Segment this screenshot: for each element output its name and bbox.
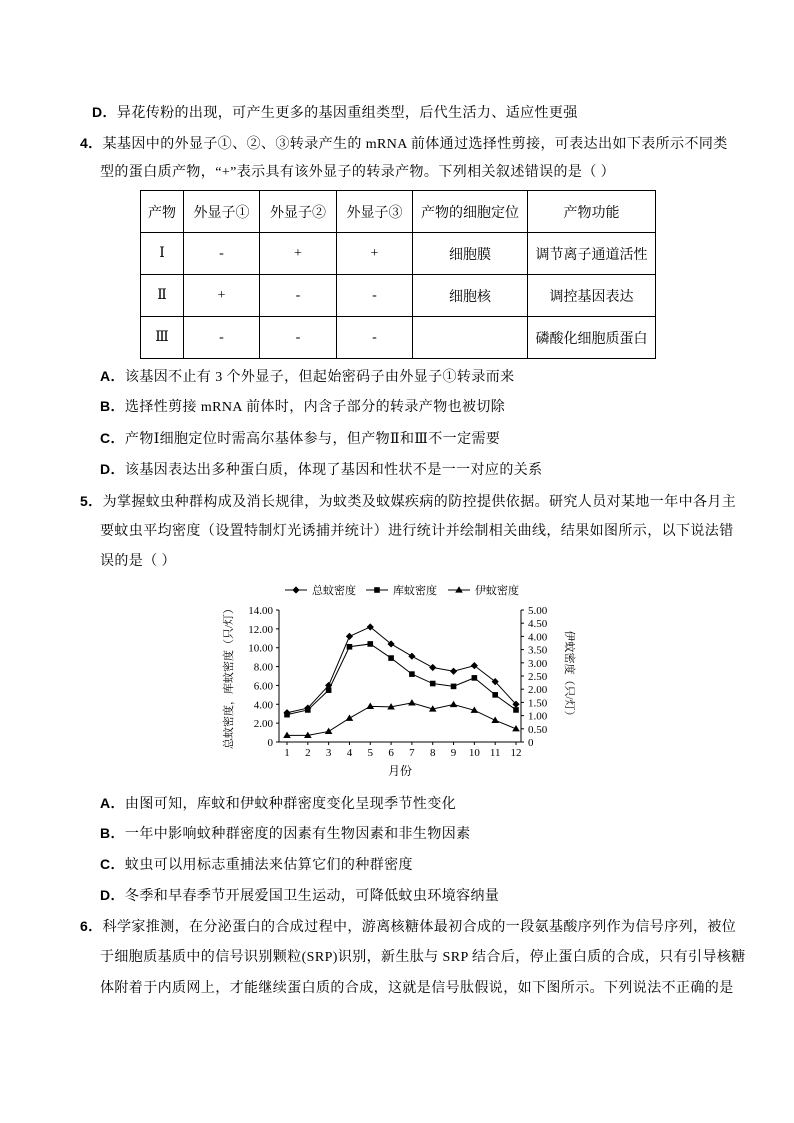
data-point-square <box>451 684 457 690</box>
left-y-tick-label: 6.00 <box>253 680 273 693</box>
option-text: 由图可知，库蚊和伊蚊种群密度变化呈现季节性变化 <box>124 797 457 812</box>
table-row <box>141 233 656 275</box>
table-header-cell: 外显子① <box>184 191 260 233</box>
left-y-tick-label: 0 <box>267 737 273 749</box>
option-text: 选择性剪接 mRNA 前体时，内含子部分的转录产物也被切除 <box>124 400 506 415</box>
table-cell <box>413 317 528 359</box>
table-header-cell: 产物功能 <box>528 191 656 233</box>
left-y-tick-label: 14.00 <box>248 605 273 617</box>
q6-stem-line <box>80 916 736 936</box>
option-label: B． <box>100 825 125 841</box>
table-cell: Ⅱ <box>141 275 184 317</box>
chart-canvas <box>200 578 600 783</box>
legend-marker-diamond <box>292 586 299 593</box>
data-point-square <box>326 687 332 693</box>
table-header-cell: 产物 <box>141 191 184 233</box>
right-y-tick-label: 2.00 <box>528 684 548 697</box>
x-tick-label: 11 <box>489 747 501 759</box>
data-point-triangle <box>325 728 333 734</box>
series-line-3 <box>287 703 516 735</box>
data-point-square <box>513 707 519 713</box>
data-point-triangle <box>346 714 354 720</box>
data-point-diamond <box>429 664 436 671</box>
stem-text: 于细胞质基质中的信号识别颗粒(SRP)识别，新生肽与 SRP 结合后，停止蛋白质的合成，只有引导核糖 <box>100 950 746 965</box>
q5-stem-line <box>100 552 176 572</box>
x-tick-label: 5 <box>367 747 374 759</box>
q4-option-a <box>100 366 515 386</box>
x-tick-label: 1 <box>284 747 290 759</box>
x-tick-label: 9 <box>450 747 457 759</box>
data-point-triangle <box>366 703 374 709</box>
q6-stem-line <box>100 979 734 999</box>
legend-label: 伊蚊密度 <box>475 585 519 597</box>
q4-stem-line <box>80 133 728 153</box>
series-line-2 <box>287 644 516 715</box>
data-point-triangle <box>491 717 499 723</box>
option-label: C． <box>100 856 125 872</box>
q5-option-a <box>100 793 456 813</box>
table-header-cell: 外显子③ <box>337 191 413 233</box>
exon-product-table <box>140 190 656 359</box>
table-header-row <box>141 191 656 233</box>
option-label: A． <box>100 368 125 384</box>
data-point-diamond <box>408 653 415 660</box>
question-number: 4． <box>80 135 103 151</box>
legend-marker-triangle <box>455 586 463 592</box>
table-cell: 细胞膜 <box>413 233 528 275</box>
stem-text: 型的蛋白质产物，“+”表示具有该外显子的转录产物。下列相关叙述错误的是（ ） <box>100 165 616 180</box>
data-point-square <box>347 644 353 650</box>
table-header-cell: 产物的细胞定位 <box>413 191 528 233</box>
table-cell: + <box>184 275 260 317</box>
left-y-axis-title: 总蚊密度，库蚊密度（只/灯） <box>223 602 235 750</box>
data-point-square <box>492 692 498 698</box>
series-line-1 <box>287 627 516 713</box>
table-cell: - <box>337 317 413 359</box>
table-cell: 细胞核 <box>413 275 528 317</box>
option-label: D． <box>100 461 125 477</box>
x-tick-label: 4 <box>346 747 353 759</box>
q4-option-c <box>100 428 500 448</box>
option-text: 该基因表达出多种蛋白质，体现了基因和性状不是一一对应的关系 <box>124 463 543 478</box>
data-point-square <box>388 655 394 661</box>
option-text: 冬季和早春季节开展爱国卫生运动，可降低蚊虫环境容纳量 <box>124 889 500 904</box>
data-point-square <box>430 681 436 687</box>
table-row <box>141 317 656 359</box>
data-point-square <box>284 712 290 718</box>
option-label: A． <box>100 795 125 811</box>
legend-label: 总蚊密度 <box>312 585 356 597</box>
table-row <box>141 275 656 317</box>
right-y-tick-label: 2.50 <box>528 671 548 683</box>
option-label: D． <box>92 104 117 120</box>
q4-option-b <box>100 396 505 416</box>
table-cell: + <box>337 233 413 275</box>
table-cell: Ⅰ <box>141 233 184 275</box>
table-cell: 磷酸化细胞质蛋白 <box>528 317 656 359</box>
stem-text: 为掌握蚊虫种群构成及消长规律，为蚊类及蚊媒疾病的防控提供依据。研究人员对某地一年中各月主 <box>102 495 737 510</box>
x-tick-label: 12 <box>510 747 522 759</box>
q6-stem-line <box>100 948 746 968</box>
data-point-triangle <box>408 699 416 705</box>
data-point-square <box>367 641 373 647</box>
right-y-tick-label: 4.50 <box>528 618 548 631</box>
q5-option-d <box>100 885 499 905</box>
table-cell: 调节离子通道活性 <box>528 233 656 275</box>
data-point-diamond <box>450 668 457 675</box>
x-tick-label: 3 <box>325 747 332 759</box>
left-y-tick-label: 4.00 <box>253 699 273 712</box>
right-y-tick-label: 3.50 <box>528 644 548 657</box>
data-point-triangle <box>450 701 458 707</box>
legend-label: 库蚊密度 <box>393 585 437 597</box>
option-text: 蚊虫可以用标志重捕法来估算它们的种群密度 <box>124 858 413 873</box>
q3-option-d <box>92 102 578 122</box>
stem-text: 某基因中的外显子①、②、③转录产生的 mRNA 前体通过选择性剪接，可表达出如下表所示不同类 <box>102 137 728 152</box>
data-point-triangle <box>283 732 291 738</box>
data-point-square <box>409 671 415 677</box>
q5-option-c <box>100 854 413 874</box>
stem-text: 误的是（ ） <box>100 554 176 569</box>
option-label: D． <box>100 887 125 903</box>
right-y-tick-label: 1.50 <box>528 697 548 710</box>
right-y-tick-label: 5.00 <box>528 605 548 617</box>
x-tick-label: 7 <box>409 747 415 759</box>
right-y-tick-label: 1.00 <box>528 710 548 723</box>
data-point-diamond <box>346 633 353 640</box>
table-cell: Ⅲ <box>141 317 184 359</box>
table-cell: - <box>260 317 337 359</box>
left-y-tick-label: 10.00 <box>248 642 273 655</box>
stem-text: 体附着于内质网上，才能继续蛋白质的合成，这就是信号肽假说，如下图所示。下列说法不正确的是 <box>100 981 734 996</box>
question-number: 6． <box>80 918 103 934</box>
option-text: 产物Ⅰ细胞定位时需高尔基体参与，但产物Ⅱ和Ⅲ不一定需要 <box>124 432 501 447</box>
option-label: B． <box>100 398 125 414</box>
table-cell: - <box>260 275 337 317</box>
q4-option-d <box>100 459 543 479</box>
q5-stem-line <box>100 522 734 542</box>
left-y-tick-label: 2.00 <box>253 718 273 731</box>
question-number: 5． <box>80 493 103 509</box>
legend-marker-square <box>374 587 380 593</box>
q5-stem-line <box>80 491 736 511</box>
right-y-tick-label: 0.50 <box>528 723 548 736</box>
stem-text: 要蚊虫平均密度（设置特制灯光诱捕并统计）进行统计并绘制相关曲线，结果如图所示，以下说法错 <box>100 524 734 539</box>
stem-text: 科学家推测，在分泌蛋白的合成过程中，游离核糖体最初合成的一段氨基酸序列作为信号序列，被位 <box>102 920 737 935</box>
x-tick-label: 6 <box>388 747 394 759</box>
table-header-cell: 外显子② <box>260 191 337 233</box>
q4-stem-line <box>100 163 615 183</box>
table-cell: - <box>337 275 413 317</box>
option-text: 一年中影响蚊种群密度的因素有生物因素和非生物因素 <box>124 827 471 842</box>
x-tick-label: 2 <box>305 747 311 759</box>
option-text: 该基因不止有 3 个外显子，但起始密码子由外显子①转录而来 <box>124 370 515 385</box>
table-cell: - <box>184 233 260 275</box>
option-label: C． <box>100 430 125 446</box>
q5-option-b <box>100 823 471 843</box>
right-y-axis-title: 伊蚊密度（只/灯） <box>563 630 575 722</box>
x-tick-label: 10 <box>468 747 480 759</box>
table-cell: 调控基因表达 <box>528 275 656 317</box>
mosquito-density-chart <box>200 578 600 783</box>
x-tick-label: 8 <box>429 747 436 759</box>
option-text: 异花传粉的出现，可产生更多的基因重组类型，后代生活力、适应性更强 <box>116 106 578 121</box>
left-y-tick-label: 8.00 <box>253 661 273 674</box>
table-cell: + <box>260 233 337 275</box>
right-y-tick-label: 4.00 <box>528 631 548 644</box>
data-point-square <box>472 675 478 681</box>
table-cell: - <box>184 317 260 359</box>
right-y-tick-label: 3.00 <box>528 657 548 670</box>
left-y-tick-label: 12.00 <box>248 623 273 636</box>
data-point-square <box>305 707 311 713</box>
right-y-tick-label: 0 <box>528 737 534 749</box>
x-axis-title: 月份 <box>387 764 413 778</box>
